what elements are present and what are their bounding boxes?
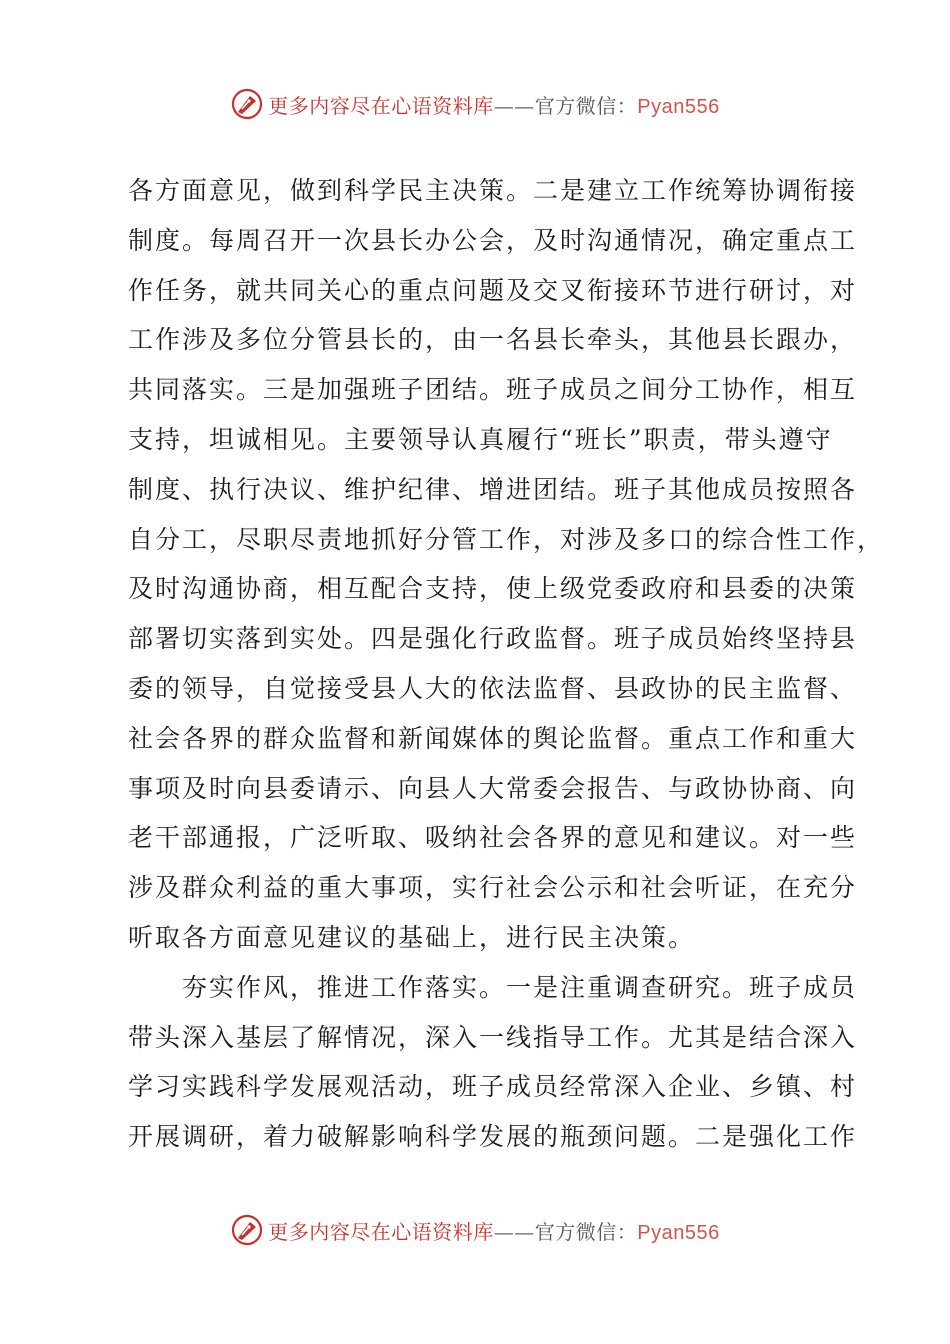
text-line: 涉及群众利益的重大事项，实行社会公示和社会听证，在充分 <box>128 873 858 903</box>
text-line: 听取各方面意见建议的基础上，进行民主决策。 <box>128 922 696 952</box>
text-line: 制度、执行决议、维护纪律、增进团结。班子其他成员按照各 <box>128 474 858 504</box>
footer-separator: —— <box>493 1219 535 1244</box>
text-line: 夯实作风，推进工作落实。一是注重调查研究。班子成员 <box>182 972 858 1002</box>
text-line: 开展调研，着力破解影响科学发展的瓶颈问题。二是强化工作 <box>128 1122 858 1152</box>
footer-wechat-id: Pyan556 <box>637 1221 720 1244</box>
text-line: 各方面意见，做到科学民主决策。二是建立工作统筹协调衔接 <box>128 176 858 205</box>
text-line: 自分工，尽职尽责地抓好分管工作，对涉及多口的综合性工作， <box>128 524 885 554</box>
text-line: 事项及时向县委请示、向县人大常委会报告、与政协协商、向 <box>128 773 858 803</box>
text-line: 社会各界的群众监督和新闻媒体的舆论监督。重点工作和重大 <box>128 723 858 753</box>
header-separator: —— <box>493 93 535 118</box>
footer-wechat-label: 官方微信： <box>534 1219 638 1244</box>
pen-nib-logo-icon <box>230 1213 264 1247</box>
footer-watermark-banner <box>0 1208 950 1252</box>
text-line: 带头深入基层了解情况，深入一线指导工作。尤其是结合深入 <box>128 1022 858 1052</box>
text-line: 制度。每周召开一次县长办公会，及时沟通情况，确定重点工 <box>128 225 858 255</box>
text-line: 共同落实。三是加强班子团结。班子成员之间分工协作，相互 <box>128 375 858 405</box>
footer-brand-text: 更多内容尽在心语资料库 <box>268 1219 494 1244</box>
text-line: 及时沟通协商，相互配合支持，使上级党委政府和县委的决策 <box>128 574 858 604</box>
text-line: 支持，坦诚相见。主要领导认真履行“班长”职责，带头遵守 <box>128 424 833 454</box>
paragraph-1 <box>128 166 885 963</box>
header-wechat-label: 官方微信： <box>534 93 638 118</box>
footer-banner-text <box>268 1216 719 1245</box>
header-watermark-banner <box>0 82 950 126</box>
text-line: 作任务，就共同关心的重点问题及交叉衔接环节进行研讨，对 <box>128 275 858 305</box>
text-line: 部署切实落到实处。四是强化行政监督。班子成员始终坚持县 <box>128 624 858 654</box>
document-body <box>128 166 885 1162</box>
header-banner-text <box>268 90 719 119</box>
pen-nib-logo-icon <box>230 87 264 121</box>
text-line: 老干部通报，广泛听取、吸纳社会各界的意见和建议。对一些 <box>128 823 858 853</box>
header-wechat-id: Pyan556 <box>637 95 720 118</box>
text-line: 学习实践科学发展观活动，班子成员经常深入企业、乡镇、村 <box>128 1072 858 1102</box>
header-brand-text: 更多内容尽在心语资料库 <box>268 93 494 118</box>
paragraph-2 <box>128 963 858 1162</box>
text-line: 委的领导，自觉接受县人大的依法监督、县政协的民主监督、 <box>128 673 858 703</box>
text-line: 工作涉及多位分管县长的，由一名县长牵头，其他县长跟办， <box>128 325 858 355</box>
